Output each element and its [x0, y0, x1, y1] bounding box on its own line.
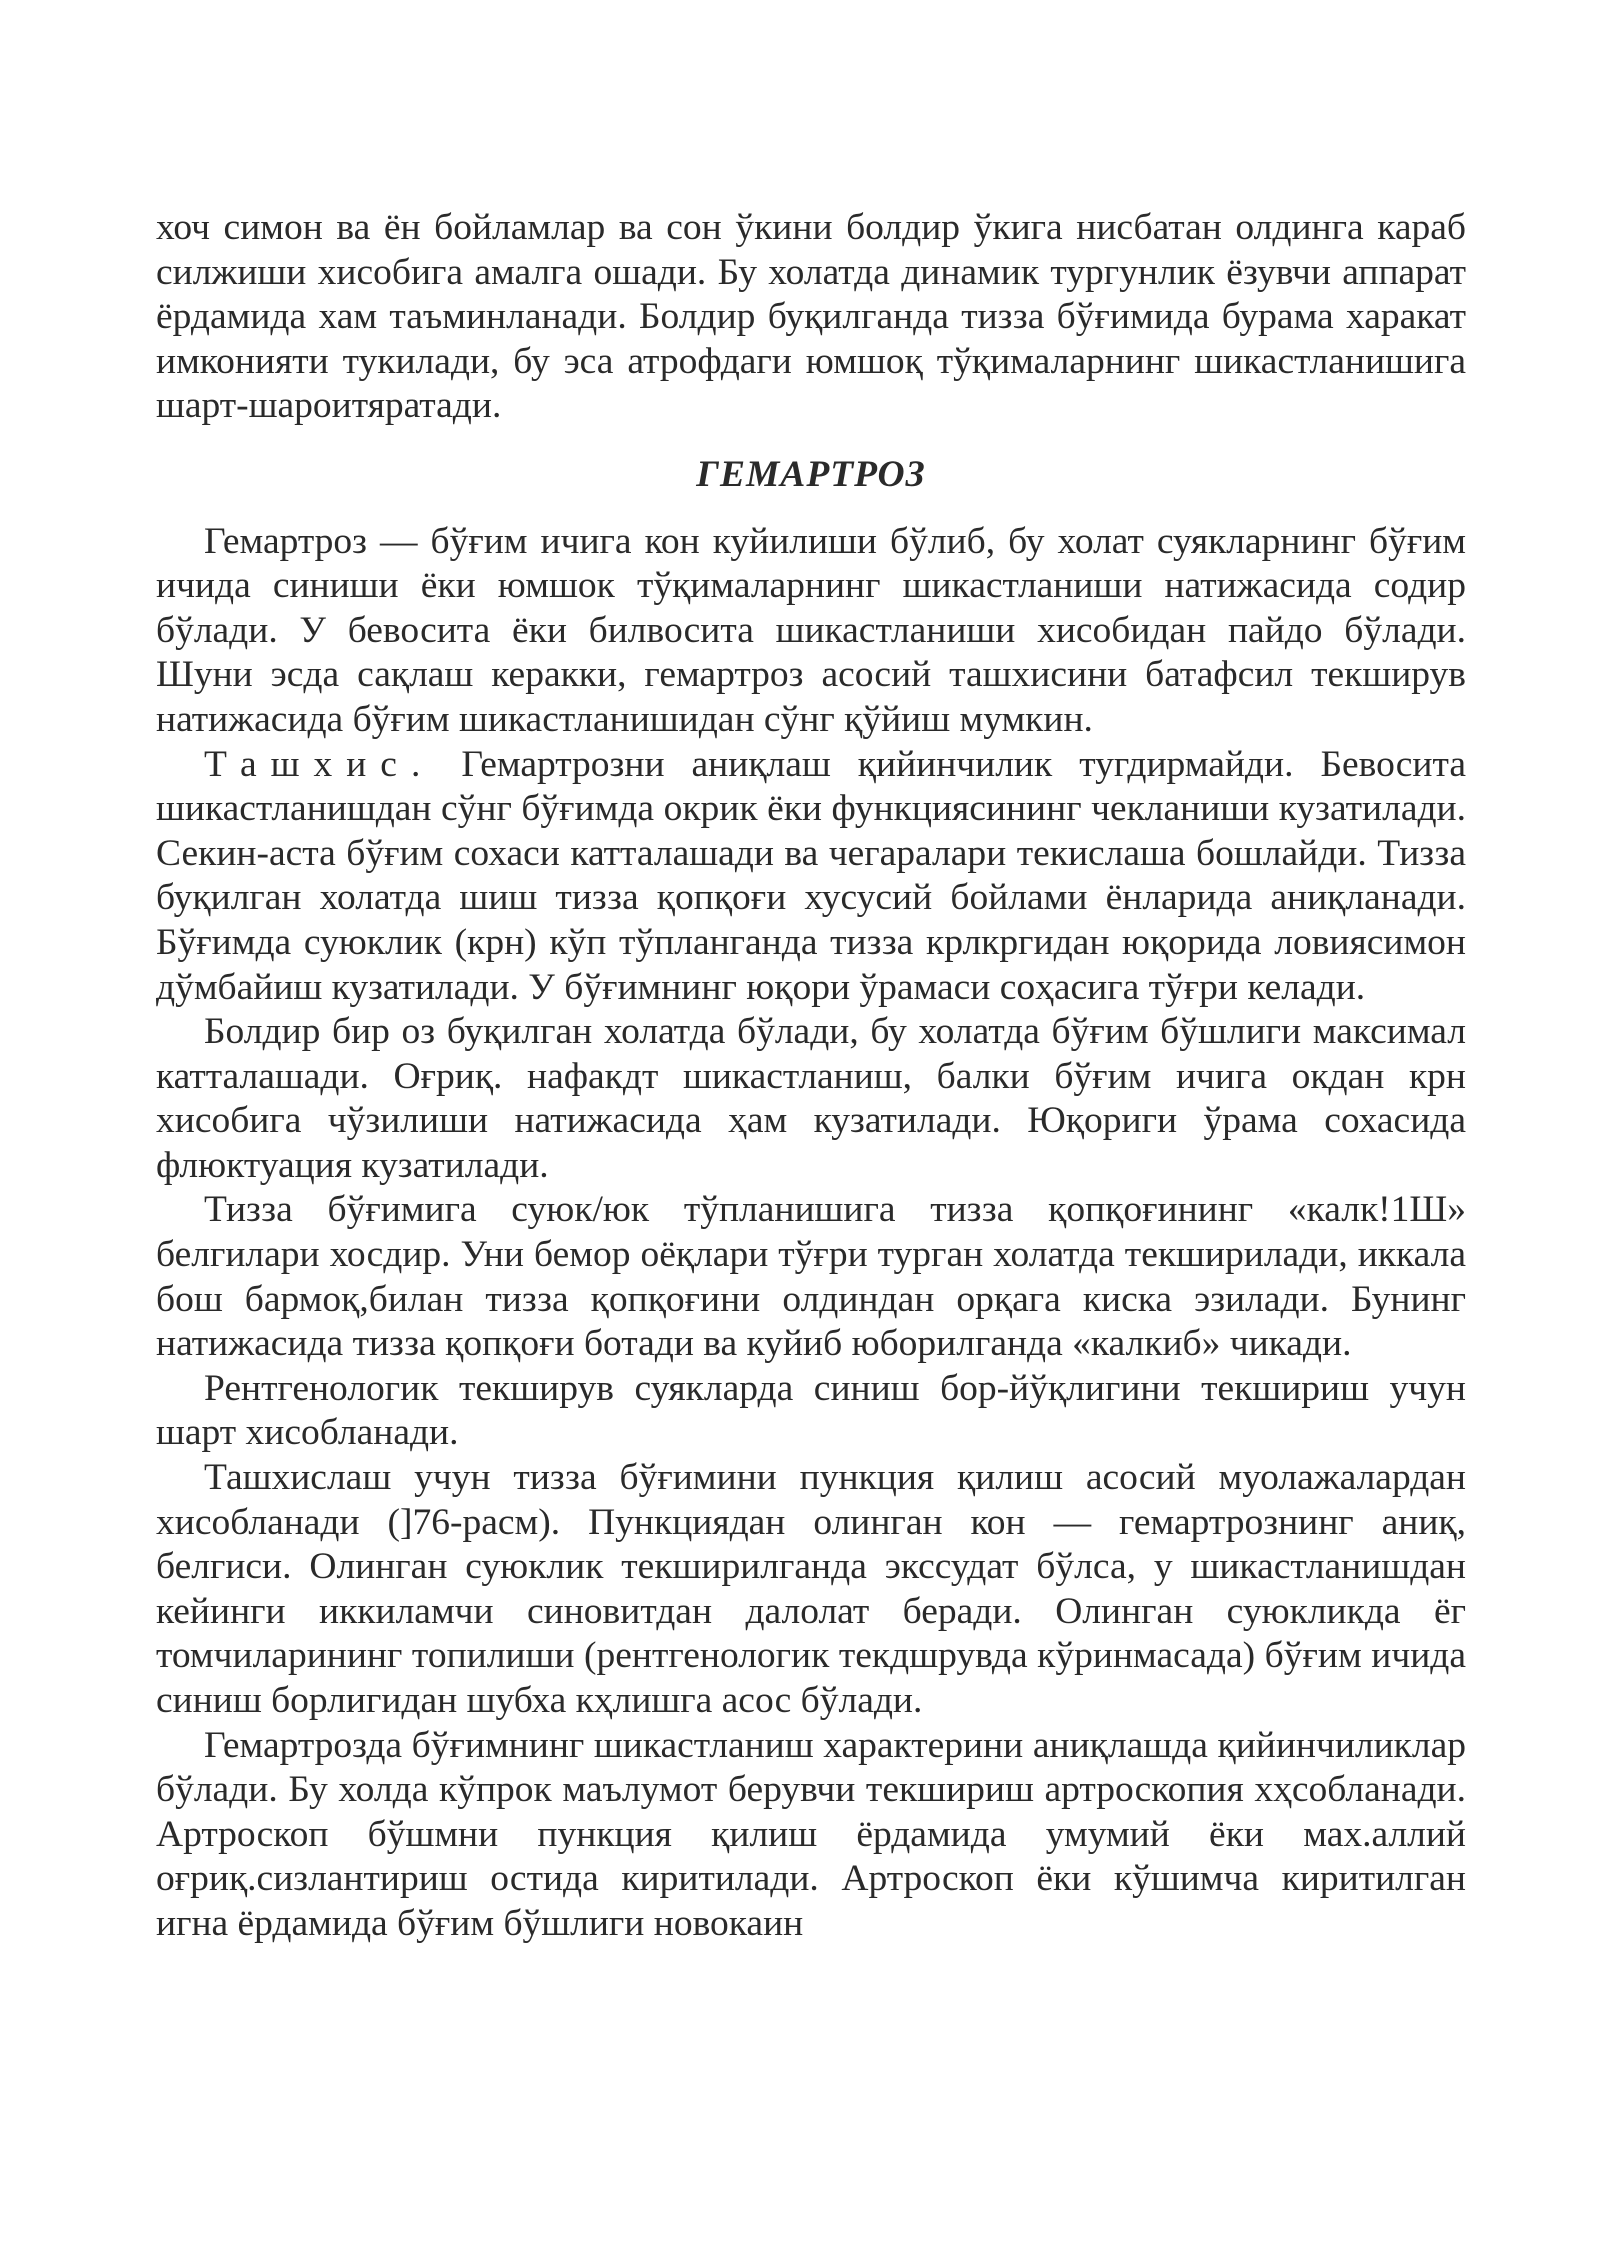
intro-paragraph: хоч симон ва ён бойламлар ва сон ўкини болдир ўкига нисбатан олдинга караб силжиши хисобига амалга ошади. Бу холатда динамик тургунлик ёзувчи аппарат ёрдамида хам таъминланади. Болдир буқилганда тизза бўғимида бурама харакат имконияти тукилади, бу эса атрофдаги юмшоқ тўқималарнинг шикастланишига шарт-шароитяратади.	[156, 207, 1466, 427]
section-heading: ГЕМАРТРОЗ	[696, 453, 926, 495]
diagnosis-spaced-term: Ташхис.	[204, 743, 435, 785]
paragraph-diagnosis	[156, 743, 1466, 1011]
paragraph-puncture: Ташхислаш учун тизза бўғимини пункция қилиш асосий муолажалардан хисобланади (]76-расм). Пункциядан олинган кон — гемартрознинг аниқ, белгиси. Олинган суюклик текширилганда экссудат бўлса, у шикастланишдан кейинги иккиламчи синовитдан далолат беради. Олинган суюкликда ёг томчиларининг топилиши (рентгенологик текдшрувда кўринмасада) бўғим ичида синиш борлигидан шубха кҳлишга асос бўлади.	[156, 1457, 1466, 1721]
paragraph-xray: Рентгенологик текширув суякларда синиш бор-йўқлигини текшириш учун шарт хисобланади.	[156, 1367, 1466, 1454]
paragraph-knee-flexion: Болдир бир оз буқилган холатда бўлади, бу холатда бўғим бўшлиги максимал катталашади. Оғриқ. нафакдт шикастланиш, балки бўғим ичига окдан крн хисобига чўзилиши натижасида ҳам кузатилади. Юқориги ўрама сохасида флюктуация кузатилади.	[156, 1011, 1466, 1186]
paragraph-definition: Гемартроз — бўғим ичига кон куйилиши бўлиб, бу холат суякларнинг бўғим ичида синиши ёки юмшок тўқималарнинг шикастланиши натижасида содир бўлади. У бевосита ёки билвосита шикастланиши хисобидан пайдо бўлади. Шуни эсда сақлаш керакки, гемартроз асосий ташхисини батафсил текширув натижасида бўғим шикастланишидан сўнг қўйиш мумкин.	[156, 520, 1466, 740]
paragraph-patella-sign: Тизза бўғимига суюк/юк тўпланишига тизза қопқоғининг «калк!1Ш» белгилари хосдир. Уни бемор оёқлари тўғри турган холатда текширилади, иккала бош бармоқ,билан тизза қопқоғини олдиндан орқага киска эзилади. Бунинг натижасида тизза қопқоғи ботади ва куйиб юборилганда «калкиб» чикади.	[156, 1189, 1466, 1365]
diagnosis-text: Гемартрозни аниқлаш қийинчилик тугдирмайди. Бевосита шикастланишдан сўнг бўғимда окрик ёки функциясининг чекланиши кузатилади. Секин-аста бўғим сохаси катталашади ва чегаралари текислаша бошлайди. Тизза буқилган холатда шиш тизза қопқоғи хусусий бойлами ёнларида аниқланади. Бўғимда суюклик (крн) кўп тўпланганда тизза крлкргидан юқорида ловиясимон дўмбайиш кузатилади. У бўғимнинг юқори ўрамаси соҳасига тўғри келади.	[156, 743, 1466, 1008]
paragraph-arthroscopy: Гемартрозда бўғимнинг шикастланиш характерини аниқлашда қийинчиликлар бўлади. Бу холда кўпрок маълумот берувчи текшириш артроскопия хҳсобланади. Артроскоп бўшмни пункция қилиш ёрдамида умумий ёки мах.аллий оғриқ.сизлантириш остида киритилади. Артроскоп ёки кўшимча киритилган игна ёрдамида бўғим бўшлиги новокаин	[156, 1724, 1466, 1944]
document-page	[156, 206, 1466, 1947]
